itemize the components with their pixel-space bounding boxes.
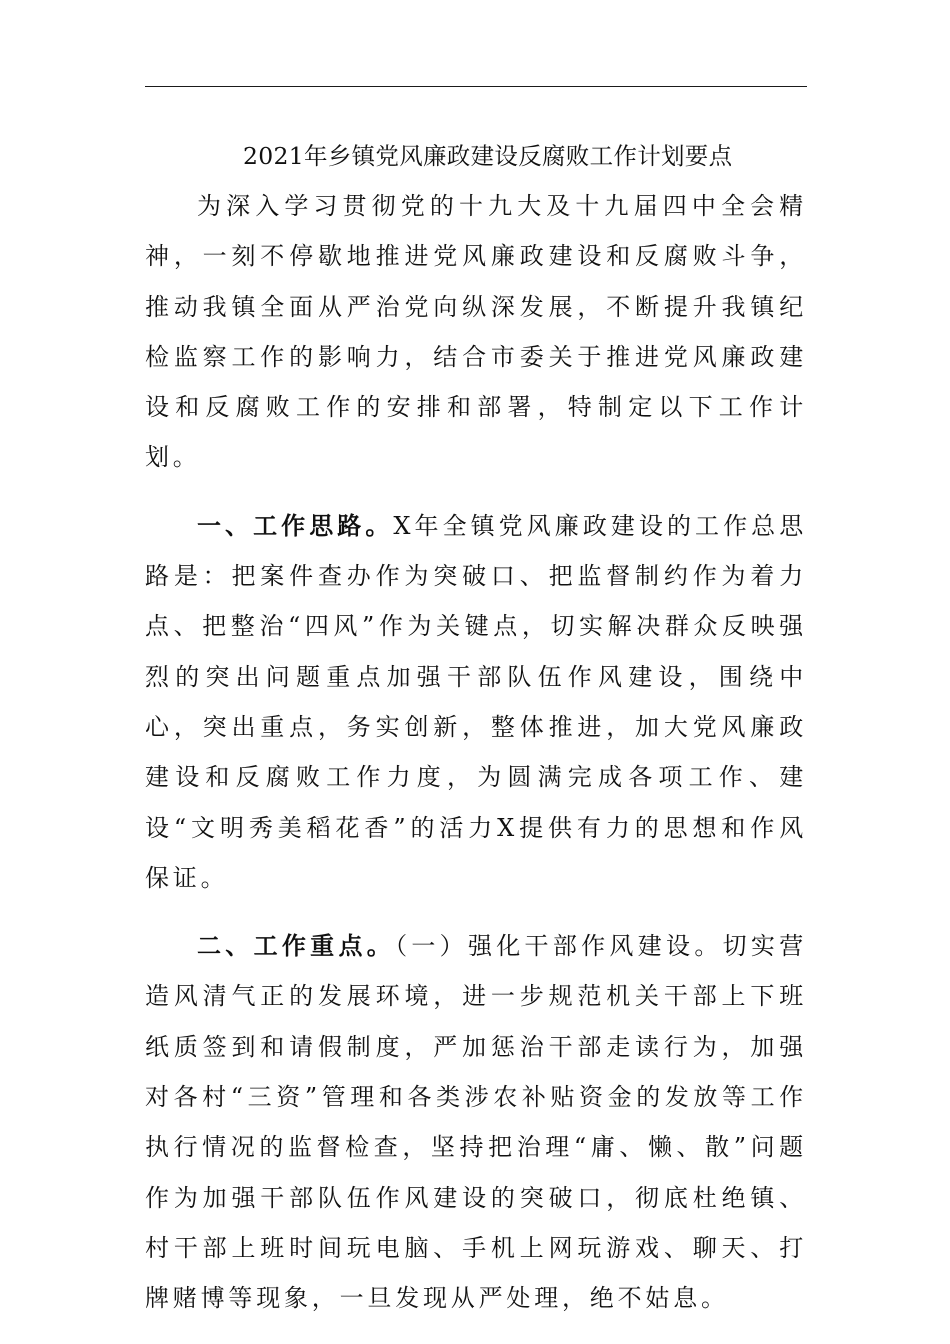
section-work-priorities xyxy=(145,921,807,1323)
section-heading-work-priorities: 二、工作重点。 xyxy=(197,931,396,961)
section-text-work-approach: X年全镇党风廉政建设的工作总思路是：把案件查办作为突破口、把监督制约作为着力点、把整治“四风”作为关键点，切实解决群众反映强烈的突出问题重点加强干部队伍作风建设，围绕中心，突出重点，务实创新，整体推进，加大党风廉政建设和反腐败工作力度，为圆满完成各项工作、建设“文明秀美稻花香”的活力X提供有力的思想和作风保证。 xyxy=(145,511,807,892)
document-body xyxy=(145,136,807,1324)
section-text-work-priorities: （一）强化干部作风建设。切实营造风清气正的发展环境，进一步规范机关干部上下班纸质签到和请假制度，严加惩治干部走读行为，加强对各村“三资”管理和各类涉农补贴资金的发放等工作执行情况的监督检查，坚持把治理“庸、懒、散”问题作为加强干部队伍作风建设的突破口，彻底杜绝镇、村干部上班时间玩电脑、手机上网玩游戏、聊天、打牌赌博等现象，一旦发现从严处理，绝不姑息。 xyxy=(145,932,808,1313)
header-rule xyxy=(145,86,807,87)
intro-paragraph-text: 为深入学习贯彻党的十九大及十九届四中全会精神，一刻不停歇地推进党风廉政建设和反腐败斗争，推动我镇全面从严治党向纵深发展，不断提升我镇纪检监察工作的影响力，结合市委关于推进党风廉政建设和反腐败工作的安排和部署，特制定以下工作计划。 xyxy=(145,192,807,472)
intro-paragraph xyxy=(145,181,807,483)
section-work-approach xyxy=(145,501,807,903)
document-title: 2021年乡镇党风廉政建设反腐败工作计划要点 xyxy=(243,142,733,170)
section-heading-work-approach: 一、工作思路。 xyxy=(197,510,394,540)
